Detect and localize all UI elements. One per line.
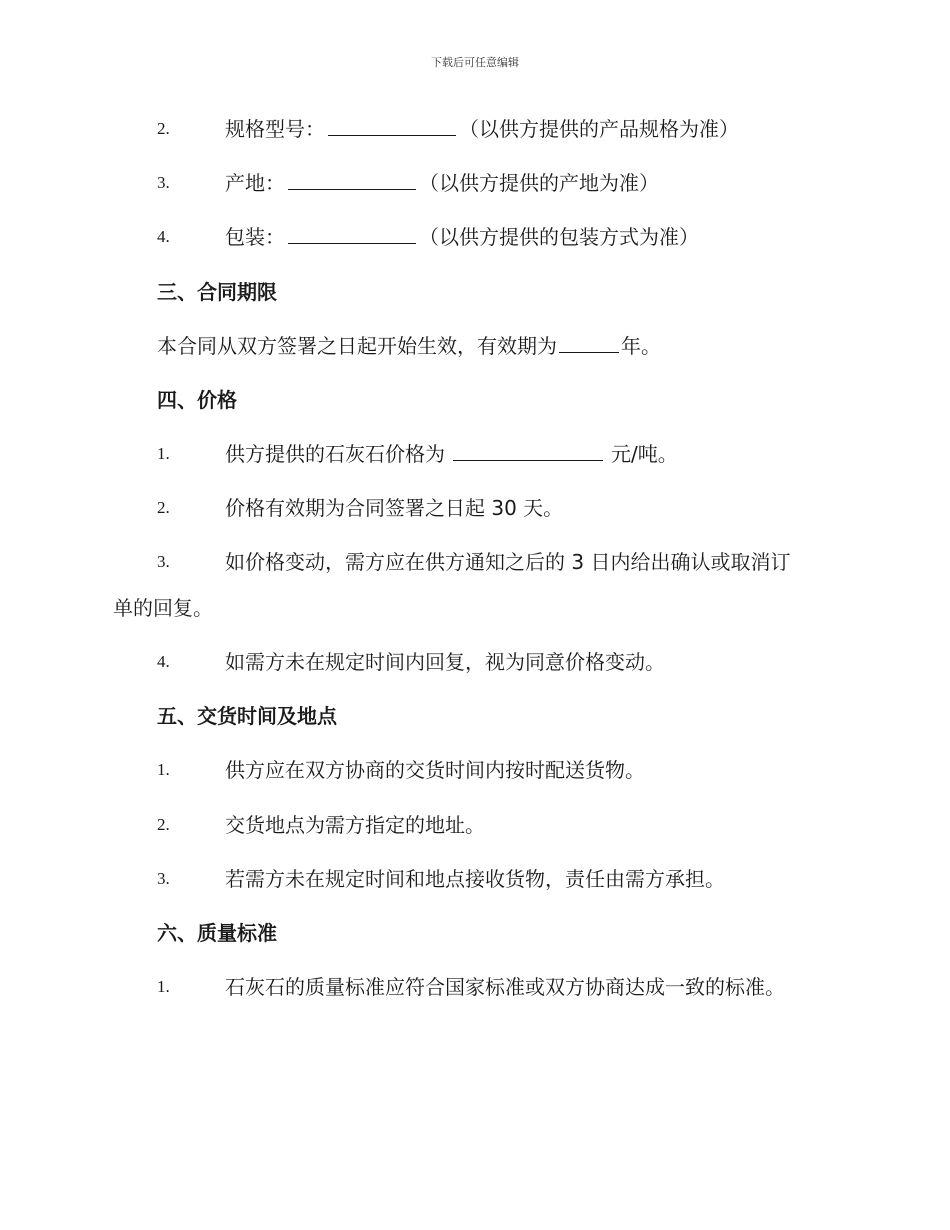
field-label: 规格型号： (225, 117, 325, 141)
item-text-continuation: 单的回复。 (113, 596, 213, 620)
paragraph-text-end: 年。 (621, 334, 661, 358)
section-heading-price (0, 385, 950, 415)
list-number: 3. (157, 869, 170, 888)
list-number: 4. (157, 652, 170, 671)
list-number: 2. (157, 815, 170, 834)
item-text: 如价格变动，需方应在供方通知之后的 3 日内给出确认或取消订 (225, 550, 791, 574)
term-paragraph (0, 331, 950, 361)
fill-blank[interactable] (288, 225, 416, 244)
paragraph-text: 本合同从双方签署之日起开始生效，有效期为 (157, 334, 557, 358)
delivery-item-3 (0, 864, 950, 894)
fill-blank[interactable] (288, 171, 416, 190)
item-text: 若需方未在规定时间和地点接收货物，责任由需方承担。 (225, 867, 725, 891)
spec-item-model (0, 114, 950, 144)
section-heading: 六、质量标准 (157, 921, 277, 945)
spec-item-packaging (0, 222, 950, 252)
quality-item-1 (0, 972, 950, 1002)
item-text: 交货地点为需方指定的地址。 (225, 813, 485, 837)
list-number: 1. (157, 977, 170, 996)
list-number: 1. (157, 760, 170, 779)
item-text: 石灰石的质量标准应符合国家标准或双方协商达成一致的标准。 (225, 975, 785, 999)
item-text: 价格有效期为合同签署之日起 30 天。 (225, 496, 564, 520)
delivery-item-2 (0, 810, 950, 840)
field-note: （以供方提供的包装方式为准） (419, 225, 699, 249)
field-note: （以供方提供的产品规格为准） (459, 117, 739, 141)
price-item-2 (0, 493, 950, 523)
list-number: 3. (157, 552, 170, 571)
fill-blank[interactable] (559, 334, 619, 353)
fill-blank[interactable] (453, 442, 603, 461)
list-number: 1. (157, 444, 170, 463)
section-heading-term (0, 277, 950, 307)
list-number: 3. (157, 173, 170, 192)
section-heading-quality (0, 918, 950, 948)
list-number: 2. (157, 498, 170, 517)
field-note: （以供方提供的产地为准） (419, 171, 659, 195)
section-heading: 三、合同期限 (157, 280, 277, 304)
section-heading-delivery (0, 701, 950, 731)
price-item-4 (0, 647, 950, 677)
delivery-item-1 (0, 755, 950, 785)
section-heading: 五、交货时间及地点 (157, 704, 337, 728)
list-number: 2. (157, 119, 170, 138)
item-text: 如需方未在规定时间内回复，视为同意价格变动。 (225, 650, 665, 674)
list-number: 4. (157, 227, 170, 246)
price-item-3-continuation (0, 593, 950, 623)
field-label: 包装： (225, 225, 285, 249)
page-header-note: 下载后可任意编辑 (431, 56, 519, 69)
item-text: 供方提供的石灰石价格为 (225, 442, 445, 466)
item-text-end: 元/吨。 (611, 442, 678, 466)
item-text: 供方应在双方协商的交货时间内按时配送货物。 (225, 758, 645, 782)
field-label: 产地： (225, 171, 285, 195)
spec-item-origin (0, 168, 950, 198)
section-heading: 四、价格 (157, 388, 237, 412)
price-item-1 (0, 439, 950, 469)
price-item-3 (0, 547, 950, 577)
fill-blank[interactable] (328, 117, 456, 136)
